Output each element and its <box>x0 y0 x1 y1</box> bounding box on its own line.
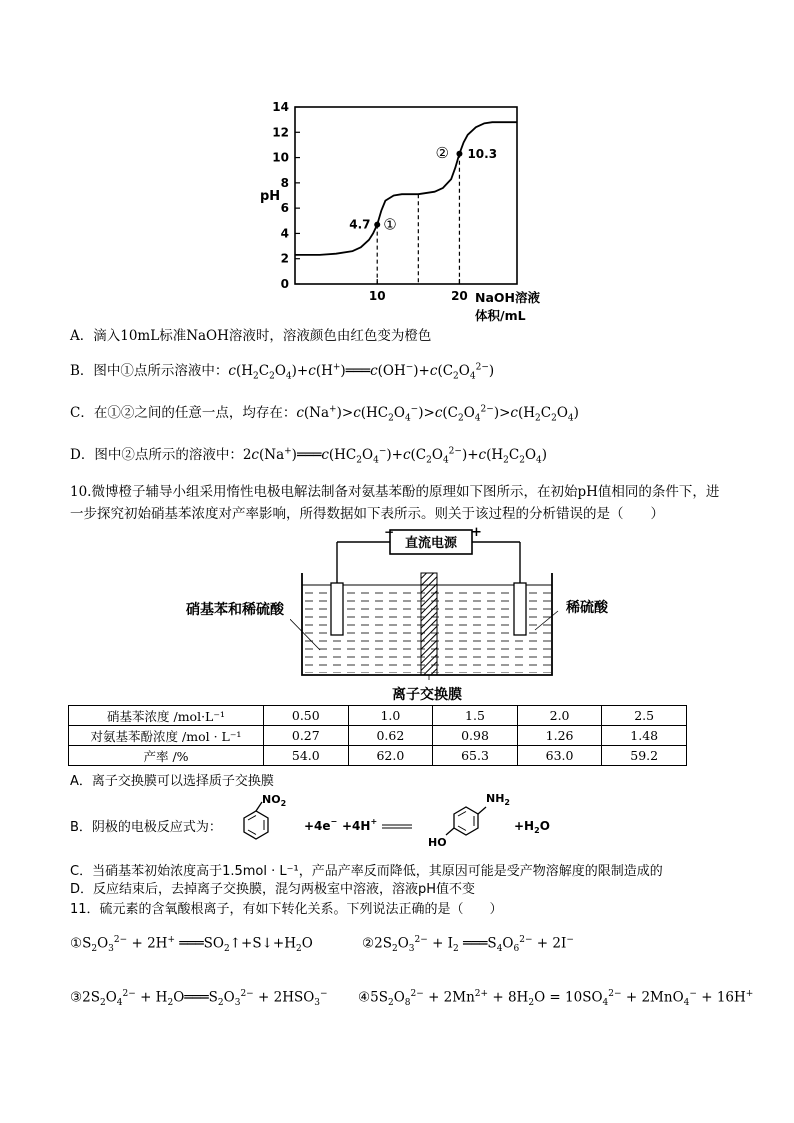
equation-1-number: ① <box>70 935 83 952</box>
q9-option-b-prefix: B．图中①点所示溶液中： <box>70 363 229 379</box>
table-cell: 0.27 <box>264 726 349 746</box>
q11-equation-4: $④5S_2O_8^{2-} + 2Mn^{2+} + 8H_2O = 10SO_4^{2-} + 2MnO_4^- + 16H^+$ <box>358 989 754 1009</box>
y-tick-label: 0 <box>280 277 289 291</box>
data-point <box>456 151 462 157</box>
data-point-marker: ② <box>435 143 449 162</box>
nitrobenzene-structure <box>244 793 286 839</box>
water-term: $+H_2O$ <box>514 819 550 835</box>
table-cell: 1.26 <box>517 726 602 746</box>
y-tick-label: 12 <box>272 125 289 140</box>
y-tick-label: 2 <box>280 251 289 266</box>
titration-curve <box>295 122 517 255</box>
x-tick-label: 10 <box>368 289 386 303</box>
data-point-value-label: 10.3 <box>467 146 498 161</box>
q9-option-b: B．图中①点所示溶液中：$c(H_2C_2O_4)+c(H^+)═══c(OH^-)+c(C_2O_4^{2-})$ <box>70 362 495 382</box>
amino-group-subscript: 2 <box>504 798 510 807</box>
table-cell: 2.5 <box>602 706 687 726</box>
table-cell: 1.0 <box>348 706 433 726</box>
q11-stem: 11．硫元素的含氧酸根离子，有如下转化关系。下列说法正确的是（ ） <box>70 902 503 917</box>
q10-option-c: C．当硝基苯初始浓度高于1.5mol · L⁻¹，产品产率反而降低，其原因可能是受产物溶解度的限制造成的 <box>70 864 663 879</box>
y-tick-label: 6 <box>280 201 289 216</box>
table-cell: 1.5 <box>433 706 518 726</box>
svg-text:NO2 <box>262 793 286 808</box>
table-row <box>69 726 687 746</box>
q9-option-c: C．在①②之间的任意一点，均存在：$c(Na^+)>c(HC_2O_4^-)>c(C_2O_4^{2-})>c(H_2C_2O_4)$ <box>70 404 579 424</box>
q11-equation-3: $③2S_2O_4^{2-}$ + $H_2O═══S_2O_3^{2-} + 2HSO_3^-$ <box>70 989 328 1009</box>
q9-option-c-prefix: C．在①②之间的任意一点，均存在： <box>70 405 297 421</box>
table-cell: 0.50 <box>264 706 349 726</box>
power-source-label: 直流电源 <box>404 536 458 551</box>
equation-3-number: ③ <box>70 989 83 1006</box>
x-axis-label-line1: NaOH溶液 <box>475 290 540 305</box>
equation-2-number: ② <box>362 935 375 952</box>
positive-terminal: + <box>471 525 482 540</box>
right-chamber-label: 稀硫酸 <box>566 600 608 616</box>
table-cell: 0.98 <box>433 726 518 746</box>
y-tick-label: 4 <box>280 226 289 241</box>
table-cell: 0.62 <box>348 726 433 746</box>
q10-option-d: D．反应结束后，去掉离子交换膜，混匀两极室中溶液，溶液pH值不变 <box>70 882 476 897</box>
left-chamber-label: 硝基苯和稀硫酸 <box>186 602 284 618</box>
x-tick-label: 20 <box>451 289 468 303</box>
q9-option-a: A．滴入10mL标准NaOH溶液时，溶液颜色由红色变为橙色 <box>70 328 432 344</box>
ph-titration-chart <box>240 95 570 330</box>
table-cell: 65.3 <box>433 746 518 766</box>
nitro-group-subscript: 2 <box>280 799 287 808</box>
y-tick-label: 10 <box>272 150 289 165</box>
cathode-electrode <box>331 583 343 635</box>
data-point-marker: ① <box>383 215 397 234</box>
table-cell: 63.0 <box>517 746 602 766</box>
q10-stem: 10.微博橙子辅导小组采用惰性电极电解法制备对氨基苯酚的原理如下图所示，在初始pH值相同的条件下，进一步探究初始硝基苯浓度对产率影响，所得数据如下表所示。则关于该过程的分析错误的是（ ） <box>70 484 720 522</box>
amino-group-label: NH <box>486 792 505 805</box>
q10-option-a: A．离子交换膜可以选择质子交换膜 <box>70 774 274 789</box>
electrolysis-cell-diagram <box>290 525 560 680</box>
anode-electrode <box>514 583 526 635</box>
q10-option-b-equation <box>232 788 572 848</box>
table-cell: 2.0 <box>517 706 602 726</box>
nitro-group-label: NO <box>262 793 281 806</box>
q10-data-table <box>68 705 687 766</box>
table-row <box>69 746 687 766</box>
p-aminophenol-structure <box>428 792 510 848</box>
table-row-header: 产率 /% <box>69 746 264 766</box>
table-row-header: 硝基苯浓度 /mol·L⁻¹ <box>69 706 264 726</box>
data-point-value-label: 4.7 <box>349 217 371 232</box>
y-tick-label: 14 <box>272 100 289 114</box>
q11-equation-2: $②2S_2O_3^{2-} + I_2$ $═══S_4O_6^{2-} + 2I^-$ <box>362 935 574 955</box>
table-cell: 59.2 <box>602 746 687 766</box>
hydroxyl-group-label: HO <box>428 836 447 848</box>
q9-option-d: D．图中②点所示的溶液中：$2c(Na^+)═══c(HC_2O_4^-)+c(C_2O_4^{2-})+c(H_2C_2O_4)$ <box>70 446 548 466</box>
q10-option-b-prefix: B．阴极的电极反应式为： <box>70 820 222 835</box>
proton-term: +4H+ <box>342 817 378 833</box>
table-cell: 54.0 <box>264 746 349 766</box>
y-tick-label: 8 <box>280 175 289 190</box>
q9-option-d-prefix: D．图中②点所示的溶液中： <box>70 447 243 463</box>
y-axis-label: pH <box>260 189 281 204</box>
x-axis-label-line2: 体积/mL <box>475 308 526 323</box>
table-cell: 1.48 <box>602 726 687 746</box>
membrane-label: 离子交换膜 <box>392 687 462 703</box>
table-row-header: 对氨基苯酚浓度 /mol · L⁻¹ <box>69 726 264 746</box>
ion-exchange-membrane <box>421 573 437 675</box>
table-row <box>69 706 687 726</box>
svg-text:NH2 <box>486 792 510 807</box>
equation-4-number: ④ <box>358 989 371 1006</box>
electron-term: +4e− <box>304 817 338 833</box>
chart-plot-frame <box>295 107 517 284</box>
q11-equation-1: $①S_2O_3^{2-} + 2H^+$ $═══SO_2↑+S↓+H_2O$ <box>70 935 313 955</box>
table-cell: 62.0 <box>348 746 433 766</box>
negative-terminal: − <box>384 525 395 539</box>
data-point <box>374 222 380 228</box>
